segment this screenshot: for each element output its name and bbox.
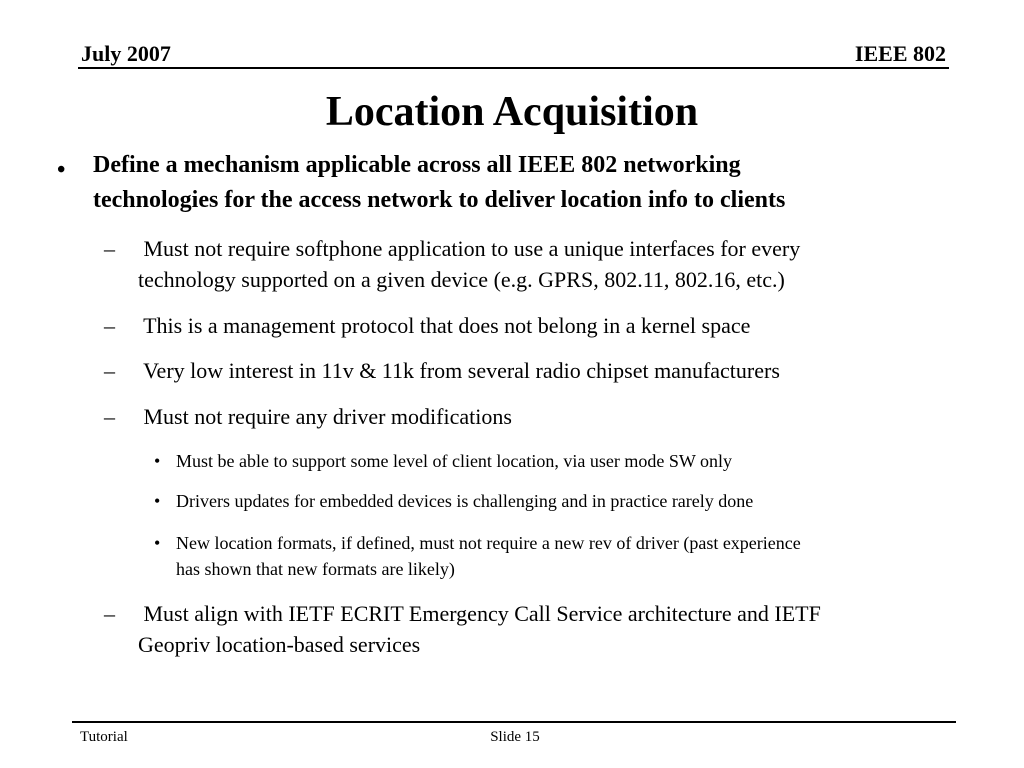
sub-sub-bullet-text-line: has shown that new formats are likely) [176, 559, 455, 579]
bullet-text-line: technologies for the access network to deliver location info to clients [93, 187, 786, 213]
sub-sub-bullet-text: Drivers updates for embedded devices is challenging and in practice rarely done [176, 491, 754, 511]
slide-title: Location Acquisition [325, 89, 699, 135]
header-divider [78, 67, 949, 69]
sub-bullet-text-line: Must align with IETF ECRIT Emergency Call Service architecture and IETF [138, 601, 821, 626]
sub-bullet-text-line: Geopriv location-based services [138, 632, 421, 657]
bullet-marker: • [57, 157, 66, 183]
footer-divider [72, 721, 956, 723]
bullet-marker: • [154, 491, 161, 511]
sub-sub-bullet-text: Must be able to support some level of client location, via user mode SW only [176, 451, 733, 471]
slide-number: Slide 15 [490, 729, 540, 745]
dash-marker: – [104, 313, 115, 338]
dash-marker: – [104, 236, 115, 261]
bullet-marker: • [154, 451, 161, 471]
sub-bullet-text-line: technology supported on a given device (e.g. GPRS, 802.11, 802.16, etc.) [138, 267, 785, 292]
bullet-text-line: Define a mechanism applicable across all IEEE 802 networking [93, 152, 741, 178]
sub-bullet-text-line: Must not require softphone application to use a unique interfaces for every [138, 236, 801, 261]
sub-bullet-text: Must not require any driver modifications [138, 404, 512, 429]
sub-bullet-text: This is a management protocol that does not belong in a kernel space [138, 313, 751, 338]
sub-bullet-text: Very low interest in 11v & 11k from several radio chipset manufacturers [138, 358, 780, 383]
dash-marker: – [104, 404, 115, 429]
dash-marker: – [104, 358, 115, 383]
dash-marker: – [104, 601, 115, 626]
bullet-marker: • [154, 533, 161, 553]
header-date: July 2007 [81, 41, 171, 66]
footer-label: Tutorial [80, 729, 128, 745]
header-org: IEEE 802 [854, 41, 946, 66]
sub-sub-bullet-text-line: New location formats, if defined, must not require a new rev of driver (past experience [176, 533, 801, 553]
